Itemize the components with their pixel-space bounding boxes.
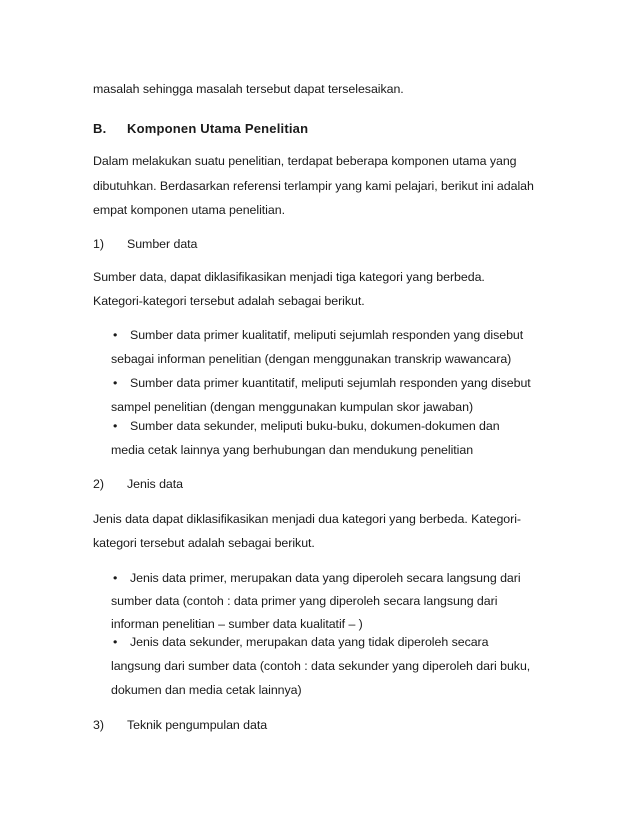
bullet-continuation: sumber data (contoh : data primer yang diperoleh secara langsung dari bbox=[111, 594, 498, 608]
bullet-continuation: dokumen dan media cetak lainnya) bbox=[111, 683, 302, 697]
item-title: Sumber data bbox=[127, 237, 198, 251]
item-number: 2) bbox=[93, 477, 104, 491]
section-heading bbox=[93, 121, 308, 137]
paragraph-line: Jenis data dapat diklasifikasikan menjadi dua kategori yang berbeda. Kategori- bbox=[93, 512, 521, 526]
paragraph-line: kategori tersebut adalah sebagai berikut. bbox=[93, 536, 315, 550]
item-title: Teknik pengumpulan data bbox=[127, 718, 268, 732]
bullet-item bbox=[111, 418, 500, 434]
bullet-text: Jenis data primer, merupakan data yang diperoleh secara langsung dari bbox=[130, 571, 521, 585]
bullet-item bbox=[111, 375, 531, 391]
paragraph-line: Sumber data, dapat diklasifikasikan menjadi tiga kategori yang berbeda. bbox=[93, 270, 485, 284]
item-number: 3) bbox=[93, 718, 104, 732]
bullet-text: Jenis data sekunder, merupakan data yang tidak diperoleh secara bbox=[130, 635, 489, 649]
bullet-icon: • bbox=[113, 419, 118, 433]
bullet-icon: • bbox=[113, 376, 118, 390]
item-heading-3 bbox=[93, 717, 267, 733]
bullet-continuation: langsung dari sumber data (contoh : data sekunder yang diperoleh dari buku, bbox=[111, 659, 531, 673]
bullet-continuation: informan penelitian – sumber data kualitatif – ) bbox=[111, 617, 363, 631]
item-heading-2 bbox=[93, 476, 183, 492]
bullet-continuation: sampel penelitian (dengan menggunakan kumpulan skor jawaban) bbox=[111, 400, 474, 414]
intro-line: masalah sehingga masalah tersebut dapat terselesaikan. bbox=[93, 82, 404, 96]
bullet-continuation: sebagai informan penelitian (dengan menggunakan transkrip wawancara) bbox=[111, 352, 512, 366]
bullet-text: Sumber data primer kuantitatif, meliputi sejumlah responden yang disebut bbox=[130, 376, 531, 390]
bullet-item bbox=[111, 634, 488, 650]
bullet-text: Sumber data sekunder, meliputi buku-buku, dokumen-dokumen dan bbox=[130, 419, 500, 433]
bullet-text: Sumber data primer kualitatif, meliputi sejumlah responden yang disebut bbox=[130, 328, 524, 342]
item-heading-1 bbox=[93, 236, 197, 252]
bullet-icon: • bbox=[113, 571, 118, 585]
paragraph-line: empat komponen utama penelitian. bbox=[93, 203, 285, 217]
item-title: Jenis data bbox=[127, 477, 183, 491]
bullet-icon: • bbox=[113, 635, 118, 649]
paragraph-line: Kategori-kategori tersebut adalah sebagai berikut. bbox=[93, 294, 365, 308]
section-letter: B. bbox=[93, 121, 107, 136]
bullet-continuation: media cetak lainnya yang berhubungan dan mendukung penelitian bbox=[111, 443, 474, 457]
section-title: Komponen Utama Penelitian bbox=[127, 121, 309, 136]
bullet-item bbox=[111, 570, 521, 586]
paragraph-line: dibutuhkan. Berdasarkan referensi terlampir yang kami pelajari, berikut ini adalah bbox=[93, 179, 534, 193]
item-number: 1) bbox=[93, 237, 104, 251]
bullet-item bbox=[111, 327, 523, 343]
bullet-icon: • bbox=[113, 328, 118, 342]
paragraph-line: Dalam melakukan suatu penelitian, terdapat beberapa komponen utama yang bbox=[93, 154, 517, 168]
